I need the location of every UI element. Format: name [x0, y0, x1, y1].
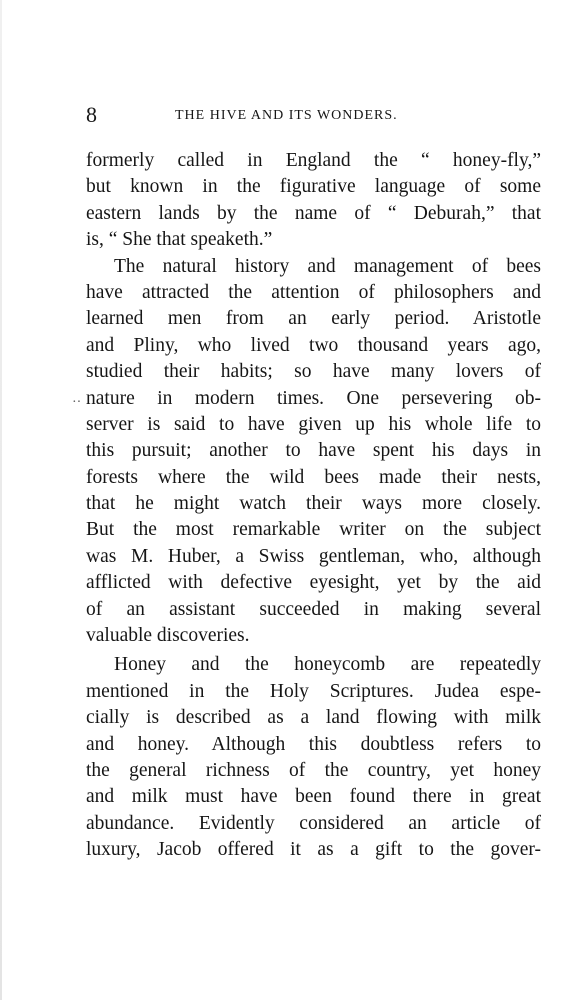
text-line: studied their habits; so have many lovers of — [86, 361, 541, 383]
text-line: this pursuit; another to have spent his days in — [86, 440, 541, 462]
text-line: formerly called in England the “ honey-fly,” — [86, 150, 541, 171]
text-line: that he might watch their ways more closely. — [86, 493, 541, 515]
running-title: THE HIVE AND ITS WONDERS. — [175, 108, 398, 123]
paragraph-1 — [86, 148, 541, 254]
text-line: was M. Huber, a Swiss gentleman, who, although — [86, 545, 541, 567]
text-line: forests where the wild bees made their nests, — [86, 466, 541, 488]
text-line: But the most remarkable writer on the subject — [86, 519, 541, 541]
page-number: 8 — [86, 102, 97, 127]
body-text — [86, 148, 541, 864]
paragraph-3 — [86, 652, 541, 863]
text-line: the general richness of the country, yet honey — [86, 759, 541, 781]
text-line: luxury, Jacob offered it as a gift to the gover- — [86, 839, 541, 861]
text-line: Honey and the honeycomb are repeatedly — [114, 654, 541, 676]
text-line: server is said to have given up his whole life to — [86, 413, 541, 435]
text-line: abundance. Evidently considered an article of — [86, 812, 541, 834]
text-line: eastern lands by the name of “ Deburah,” that — [86, 202, 541, 224]
text-line: valuable discoveries. — [86, 625, 250, 647]
text-line: have attracted the attention of philosophers and — [86, 281, 541, 303]
text-line: afflicted with defective eyesight, yet by the aid — [86, 572, 541, 594]
margin-mark: ·· — [72, 395, 82, 410]
paragraph-2 — [86, 254, 541, 650]
scan-edge-shadow — [0, 0, 2, 1000]
text-line: cially is described as a land flowing with milk — [86, 707, 541, 729]
text-line: of an assistant succeeded in making several — [86, 598, 541, 620]
text-line: and milk must have been found there in great — [86, 786, 541, 808]
text-line: mentioned in the Holy Scriptures. Judea espe- — [86, 680, 541, 702]
text-line: and honey. Although this doubtless refers to — [86, 733, 541, 755]
text-line: but known in the figurative language of some — [86, 176, 541, 198]
text-line: and Pliny, who lived two thousand years ago, — [86, 334, 541, 356]
text-line: learned men from an early period. Aristotle — [86, 308, 541, 330]
text-line: nature in modern times. One persevering ob- — [86, 387, 541, 409]
text-line: The natural history and management of bees — [114, 255, 541, 277]
text-line: is, “ She that speaketh.” — [86, 229, 273, 251]
